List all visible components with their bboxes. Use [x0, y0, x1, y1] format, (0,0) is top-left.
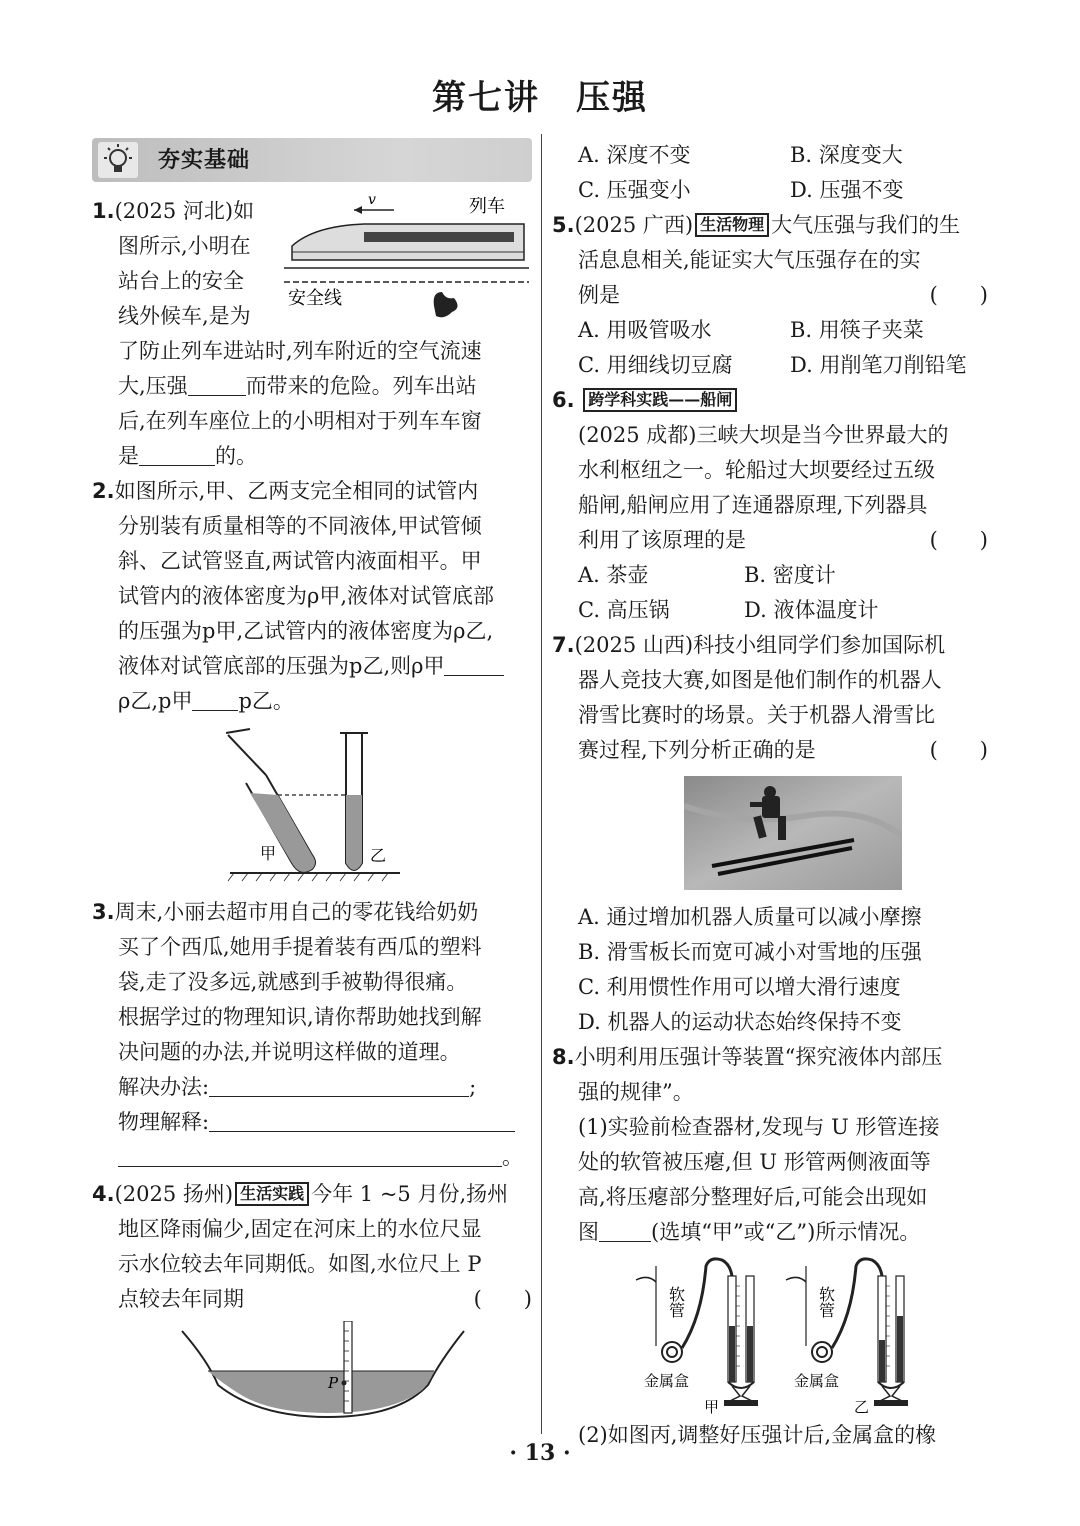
q6-tag: 跨学科实践——船闸	[583, 388, 737, 412]
q4-options	[552, 138, 988, 208]
question-6	[552, 383, 988, 628]
q3-line: 根据学过的物理知识,请你帮助她找到解	[118, 1005, 482, 1029]
q3-line: 。	[502, 1145, 523, 1169]
question-8	[552, 1040, 988, 1453]
option-a[interactable]: A. 深度不变	[578, 143, 691, 167]
q6-number: 6.	[552, 388, 575, 412]
lightbulb-icon	[98, 142, 138, 178]
q2-line: 试管内的液体密度为ρ甲,液体对试管底部	[118, 584, 495, 608]
q2-line: p乙。	[238, 689, 294, 713]
answer-paren[interactable]: ( )	[929, 738, 988, 762]
q8-line: 小明利用压强计等装置“探究液体内部压	[574, 1045, 943, 1069]
answer-blank[interactable]	[188, 375, 246, 396]
q8-line: 强的规律”。	[578, 1080, 694, 1104]
q2-line: 液体对试管底部的压强为p乙,则ρ甲	[118, 654, 445, 678]
answer-blank[interactable]	[444, 655, 504, 676]
q7-line: 科技小组同学们参加国际机	[693, 633, 946, 657]
answer-paren[interactable]: ( )	[473, 1287, 532, 1311]
q4-line: 今年 1 ~5 月份,扬州	[311, 1182, 509, 1206]
q1-line: 的。	[215, 444, 257, 468]
q2-line: 如图所示,甲、乙两支完全相同的试管内	[114, 479, 479, 503]
answer-blank[interactable]	[599, 1221, 651, 1242]
q4-line: 点较去年同期	[118, 1287, 244, 1311]
option-b[interactable]: B. 用筷子夹菜	[790, 318, 924, 342]
answer-blank[interactable]	[118, 1146, 502, 1167]
figure-a-label: 甲	[704, 1398, 720, 1416]
question-1	[92, 194, 532, 474]
q6-line: 利用了该原理的是	[578, 528, 746, 552]
question-2	[92, 474, 532, 891]
option-d[interactable]: D. 压强不变	[790, 178, 904, 202]
option-d[interactable]: D. 液体温度计	[744, 598, 879, 622]
question-7	[552, 628, 988, 1040]
question-5	[552, 208, 988, 383]
q1-line: 大,压强	[118, 374, 188, 398]
tube-b-label: 乙	[370, 846, 387, 865]
q1-line: 而带来的危险。列车出站	[245, 374, 477, 398]
answer-paren[interactable]: ( )	[929, 283, 988, 307]
soft-tube-label-b: 软管	[816, 1286, 836, 1318]
option-a[interactable]: A. 通过增加机器人质量可以减小摩擦	[578, 905, 922, 929]
metal-box-label-a: 金属盒	[644, 1372, 690, 1390]
page-title: 第七讲 压强	[432, 78, 648, 118]
q1-source: (2025 河北)	[114, 199, 234, 223]
section-title: 夯实基础	[158, 148, 251, 173]
option-b[interactable]: B. 密度计	[744, 563, 836, 587]
q1-number: 1.	[92, 199, 115, 223]
option-a[interactable]: A. 茶壶	[578, 563, 649, 587]
q4-tag: 生活实践	[235, 1182, 309, 1206]
q5-number: 5.	[552, 213, 575, 237]
q8-line: 处的软管被压瘪,但 U 形管两侧液面等	[578, 1150, 931, 1174]
question-4	[92, 1177, 532, 1421]
q3-solution-label: 解决办法:	[118, 1075, 210, 1099]
water-gauge-figure	[178, 1321, 468, 1421]
section-banner	[92, 138, 532, 182]
page-number: · 13 ·	[509, 1440, 571, 1466]
q3-line: 买了个西瓜,她用手提着装有西瓜的塑料	[118, 935, 482, 959]
q2-line: 的压强为p甲,乙试管内的液体密度为ρ乙,	[118, 619, 494, 643]
q2-line: 分别装有质量相等的不同液体,甲试管倾	[118, 514, 482, 538]
answer-blank[interactable]	[139, 445, 215, 466]
right-column	[552, 138, 988, 1453]
q1-line: 是	[118, 444, 139, 468]
q7-number: 7.	[552, 633, 575, 657]
tube-a-label: 甲	[260, 844, 277, 863]
point-p-label: P	[328, 1374, 339, 1392]
q7-line: 器人竞技大赛,如图是他们制作的机器人	[578, 668, 942, 692]
q1-line: 如	[233, 199, 255, 223]
pressure-gauge-figure	[628, 1256, 928, 1416]
q2-line: ρ乙,p甲	[118, 689, 193, 713]
q7-line: 滑雪比赛时的场景。关于机器人滑雪比	[578, 703, 935, 727]
q8-line: (1)实验前检查器材,发现与 U 形管连接	[578, 1115, 940, 1139]
option-c[interactable]: C. 用细线切豆腐	[578, 353, 733, 377]
q5-source: (2025 广西)	[574, 213, 694, 237]
q4-number: 4.	[92, 1182, 115, 1206]
option-b[interactable]: B. 滑雪板长而宽可减小对雪地的压强	[578, 940, 922, 964]
q6-line: 水利枢纽之一。轮船过大坝要经过五级	[578, 458, 935, 482]
safety-line-label: 安全线	[288, 288, 342, 309]
option-a[interactable]: A. 用吸管吸水	[578, 318, 712, 342]
question-3	[92, 895, 532, 1175]
q1-line: 站台上的安全	[118, 269, 244, 293]
q7-source: (2025 山西)	[574, 633, 694, 657]
q3-number: 3.	[92, 900, 115, 924]
q3-explain-label: 物理解释:	[118, 1110, 210, 1134]
q1-line: 后,在列车座位上的小明相对于列车车窗	[118, 409, 482, 433]
q1-line: 了防止列车进站时,列车附近的空气流速	[118, 339, 482, 363]
q3-line: 袋,走了没多远,就感到手被勒得很痛。	[118, 970, 468, 994]
train-figure	[284, 188, 534, 328]
q8-line: 高,将压瘪部分整理好后,可能会出现如	[578, 1185, 928, 1209]
q4-line: 示水位较去年同期低。如图,水位尺上 P	[118, 1252, 482, 1276]
test-tube-figure	[220, 727, 410, 891]
q8-line: (选填“甲”或“乙”)所示情况。	[651, 1220, 921, 1244]
answer-blank[interactable]	[209, 1076, 469, 1097]
robot-skiing-photo	[684, 776, 902, 890]
q6-line: (2025 成都)三峡大坝是当今世界最大的	[578, 423, 949, 447]
q5-line: 大气压强与我们的生	[771, 213, 961, 237]
q7-line: 赛过程,下列分析正确的是	[578, 738, 816, 762]
q2-line: 斜、乙试管竖直,两试管内液面相平。甲	[118, 549, 482, 573]
q6-line: 船闸,船闸应用了连通器原理,下列器具	[578, 493, 928, 517]
metal-box-label-b: 金属盒	[794, 1372, 840, 1390]
q8-line: 图	[578, 1220, 599, 1244]
q3-line: ;	[469, 1075, 477, 1099]
q1-line: 图所示,小明在	[118, 234, 251, 258]
q8-line: (2)如图丙,调整好压强计后,金属盒的橡	[578, 1423, 937, 1447]
q3-line: 周末,小丽去超市用自己的零花钱给奶奶	[114, 900, 479, 924]
option-c[interactable]: C. 压强变小	[578, 178, 691, 202]
answer-paren[interactable]: ( )	[929, 528, 988, 552]
q2-number: 2.	[92, 479, 115, 503]
option-d[interactable]: D. 机器人的运动状态始终保持不变	[578, 1010, 902, 1034]
option-c[interactable]: C. 利用惯性作用可以增大滑行速度	[578, 975, 901, 999]
q8-number: 8.	[552, 1045, 575, 1069]
q4-source: (2025 扬州)	[114, 1182, 234, 1206]
q1-line: 线外候车,是为	[118, 304, 251, 328]
option-d[interactable]: D. 用削笔刀削铅笔	[790, 353, 967, 377]
q3-line: 决问题的办法,并说明这样做的道理。	[118, 1040, 461, 1064]
column-divider	[541, 134, 542, 1434]
q5-line: 活息息相关,能证实大气压强存在的实	[578, 248, 921, 272]
left-column	[92, 138, 532, 1421]
answer-blank[interactable]	[192, 690, 238, 711]
q5-line: 例是	[578, 283, 620, 307]
q5-tag: 生活物理	[695, 213, 769, 237]
option-b[interactable]: B. 深度变大	[790, 143, 903, 167]
answer-blank[interactable]	[209, 1111, 515, 1132]
soft-tube-label-a: 软管	[666, 1286, 686, 1318]
train-label: 列车	[469, 196, 505, 217]
velocity-label: v	[368, 192, 376, 208]
q4-line: 地区降雨偏少,固定在河床上的水位尺显	[118, 1217, 482, 1241]
option-c[interactable]: C. 高压锅	[578, 598, 670, 622]
figure-b-label: 乙	[854, 1398, 870, 1416]
